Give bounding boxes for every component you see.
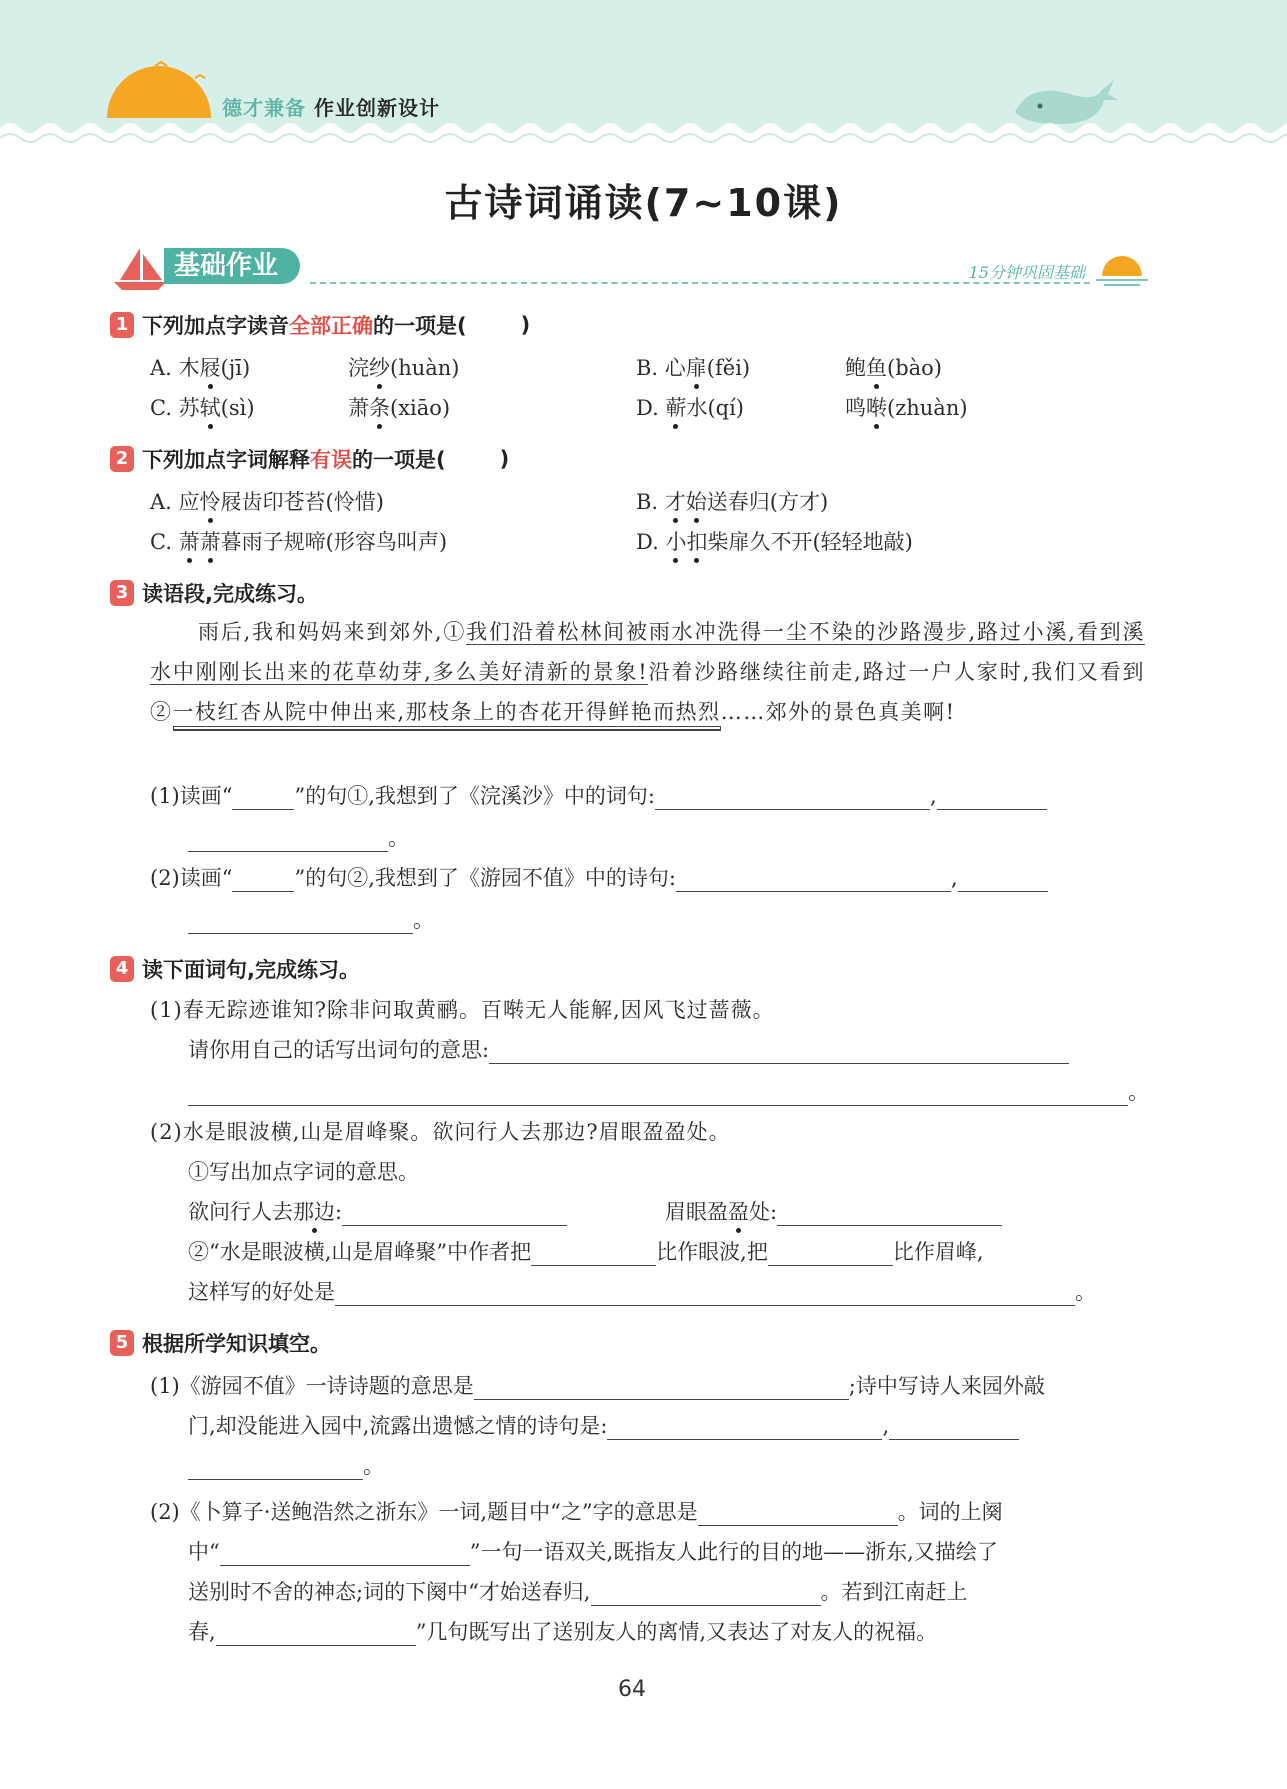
answer-blank[interactable] bbox=[342, 1204, 567, 1226]
q4-sub2-metaphor: ②“水是眼波横,山是眉峰聚”中作者把 比作眼波,把 比作眉峰, bbox=[188, 1240, 984, 1264]
section-label: 基础作业 bbox=[164, 248, 300, 284]
answer-blank[interactable] bbox=[889, 1418, 1019, 1440]
option-b: B. 才始送春归(方才) bbox=[636, 486, 828, 516]
answer-blank[interactable] bbox=[232, 870, 294, 892]
q4-poem-1: (1)春无踪迹谁知?除非问取黄鹂。百啭无人能解,因风飞过蔷薇。 bbox=[150, 998, 775, 1022]
page-number: 64 bbox=[600, 1665, 660, 1715]
question-number: 3 bbox=[110, 580, 134, 606]
question-number: 4 bbox=[110, 956, 134, 982]
page-header bbox=[0, 0, 1287, 150]
q5-sub1-cont: 门,却没能进入园中,流露出遗憾之情的诗句是: , bbox=[188, 1410, 1019, 1440]
answer-blank[interactable] bbox=[216, 1624, 416, 1646]
answer-blank[interactable] bbox=[188, 830, 388, 852]
answer-blank[interactable] bbox=[188, 1458, 363, 1480]
answer-blank[interactable] bbox=[698, 1504, 898, 1526]
question-number: 1 bbox=[110, 312, 134, 338]
underlined-sentence-2: 一枝红杏从院中伸出来,那枝条上的杏花开得鲜艳而热烈 bbox=[173, 700, 721, 727]
answer-blank[interactable] bbox=[607, 1418, 882, 1440]
q3-sub1: (1)读画“ ”的句①,我想到了《浣溪沙》中的词句: , bbox=[150, 780, 1047, 810]
answer-blank[interactable] bbox=[188, 912, 413, 934]
q4-sub1-prompt: 请你用自己的话写出词句的意思: bbox=[188, 1034, 1069, 1064]
stem-emphasis: 有误 bbox=[310, 448, 352, 472]
q5-sub2-line2: 中“ ”一句一语双关,既指友人此行的目的地——浙东,又描绘了 bbox=[188, 1540, 998, 1564]
option-c1: C. 苏轼(sì) bbox=[150, 392, 255, 422]
answer-blank[interactable] bbox=[531, 1244, 656, 1266]
question-number: 5 bbox=[110, 1330, 134, 1356]
stem-text: 根据所学知识填空。 bbox=[142, 1332, 331, 1356]
stem-text: 下列加点字读音 bbox=[142, 314, 289, 338]
q4-word-1: 欲问行人去那边: bbox=[188, 1196, 567, 1226]
answer-blank[interactable] bbox=[489, 1042, 1069, 1064]
section-subtitle: 15分钟巩固基础 bbox=[968, 263, 1085, 282]
answer-blank[interactable] bbox=[937, 788, 1047, 810]
underlined-sentence-1: 我们沿着松林间被雨水冲洗得一尘不染的沙路漫步,路过小溪,看到溪水中刚刚长出来的花草幼芽,多么美好清新的景象! bbox=[150, 620, 1145, 684]
q3-sub2-cont: 。 bbox=[188, 904, 434, 934]
option-a2: 浣纱(huàn) bbox=[348, 352, 459, 382]
q5-sub1: (1)《游园不值》一诗诗题的意思是 ;诗中写诗人来园外敲 bbox=[150, 1374, 1045, 1398]
answer-blank[interactable] bbox=[335, 1284, 1075, 1306]
q3-sub2: (2)读画“ ”的句②,我想到了《游园不值》中的诗句: , bbox=[150, 862, 1048, 892]
q4-sub2-title: ①写出加点字词的意思。 bbox=[188, 1160, 419, 1184]
q4-sub2-benefit: 这样写的好处是 。 bbox=[188, 1280, 1096, 1304]
page-title: 古诗词诵读(7~10课) bbox=[444, 181, 843, 225]
q4-poem-2: (2)水是眼波横,山是眉峰聚。欲问行人去那边?眉眼盈盈处。 bbox=[150, 1120, 731, 1144]
answer-blank[interactable] bbox=[676, 870, 951, 892]
option-c2: 萧条(xiāo) bbox=[348, 392, 450, 422]
option-c: C. 萧萧暮雨子规啼(形容鸟叫声) bbox=[150, 526, 447, 556]
q4-sub1-cont: 。 bbox=[188, 1076, 1149, 1106]
stem-emphasis: 全部正确 bbox=[289, 314, 373, 338]
answer-blank[interactable] bbox=[958, 870, 1048, 892]
brand-title bbox=[222, 92, 440, 121]
q5-sub2-line3: 送别时不舍的神态;词的下阕中“才始送春归, 。若到江南赶上 bbox=[188, 1580, 968, 1604]
stem-text: 的一项是( bbox=[352, 448, 446, 472]
sunset-icon bbox=[1094, 248, 1150, 288]
option-d1: D. 蕲水(qí) bbox=[636, 392, 744, 422]
option-d: D. 小扣柴扉久不开(轻轻地敲) bbox=[636, 526, 913, 556]
q3-sub1-cont: 。 bbox=[188, 822, 409, 852]
q5-sub2-line4: 春, ”几句既写出了送别友人的离情,又表达了对友人的祝福。 bbox=[188, 1620, 938, 1644]
stem-text: ) bbox=[520, 313, 531, 337]
answer-blank[interactable] bbox=[768, 1244, 893, 1266]
stem-text: 读语段,完成练习。 bbox=[142, 582, 318, 606]
stem-text: 读下面词句,完成练习。 bbox=[142, 958, 360, 982]
question-3-stem bbox=[110, 578, 318, 608]
answer-blank[interactable] bbox=[777, 1204, 1002, 1226]
reading-passage: 雨后,我和妈妈来到郊外,①我们沿着松林间被雨水冲洗得一尘不染的沙路漫步,路过小溪,看到溪水中刚刚长出来的花草幼芽,多么美好清新的景象!沿着沙路继续往前走,路过一户人家时,我们又看到②一枝红杏从院中伸出来,那枝条上的杏花开得鲜艳而热烈……郊外的景色真美啊! bbox=[150, 612, 1145, 732]
q4-word-2: 眉眼盈盈处: bbox=[665, 1196, 1002, 1226]
stem-text: ) bbox=[499, 447, 510, 471]
option-d2: 鸣啭(zhuàn) bbox=[845, 392, 968, 422]
question-5-stem bbox=[110, 1328, 331, 1358]
brand-dark-text: 作业创新设计 bbox=[313, 96, 440, 120]
brand-green-text: 德才兼备 bbox=[222, 96, 306, 120]
answer-blank[interactable] bbox=[474, 1378, 849, 1400]
question-number: 2 bbox=[110, 446, 134, 472]
question-1-stem bbox=[110, 310, 530, 340]
option-b2: 鲍鱼(bào) bbox=[845, 352, 942, 382]
stem-text: 的一项是( bbox=[373, 314, 467, 338]
answer-blank[interactable] bbox=[232, 788, 294, 810]
section-banner bbox=[110, 244, 1150, 292]
wave-decoration bbox=[0, 108, 1287, 150]
answer-blank[interactable] bbox=[655, 788, 930, 810]
option-a: A. 应怜屐齿印苍苔(怜惜) bbox=[150, 486, 384, 516]
answer-blank[interactable] bbox=[220, 1544, 470, 1566]
q5-sub2: (2)《卜算子·送鲍浩然之浙东》一词,题目中“之”字的意思是 。词的上阕 bbox=[150, 1500, 1003, 1524]
answer-blank[interactable] bbox=[591, 1584, 821, 1606]
sailboat-icon bbox=[110, 244, 170, 292]
q5-sub1-end: 。 bbox=[188, 1450, 384, 1480]
question-4-stem bbox=[110, 954, 360, 984]
answer-blank[interactable] bbox=[188, 1084, 1128, 1106]
option-a1: A. 木屐(jī) bbox=[150, 352, 250, 382]
question-2-stem bbox=[110, 444, 509, 474]
stem-text: 下列加点字词解释 bbox=[142, 448, 310, 472]
option-b1: B. 心扉(fěi) bbox=[636, 352, 750, 382]
